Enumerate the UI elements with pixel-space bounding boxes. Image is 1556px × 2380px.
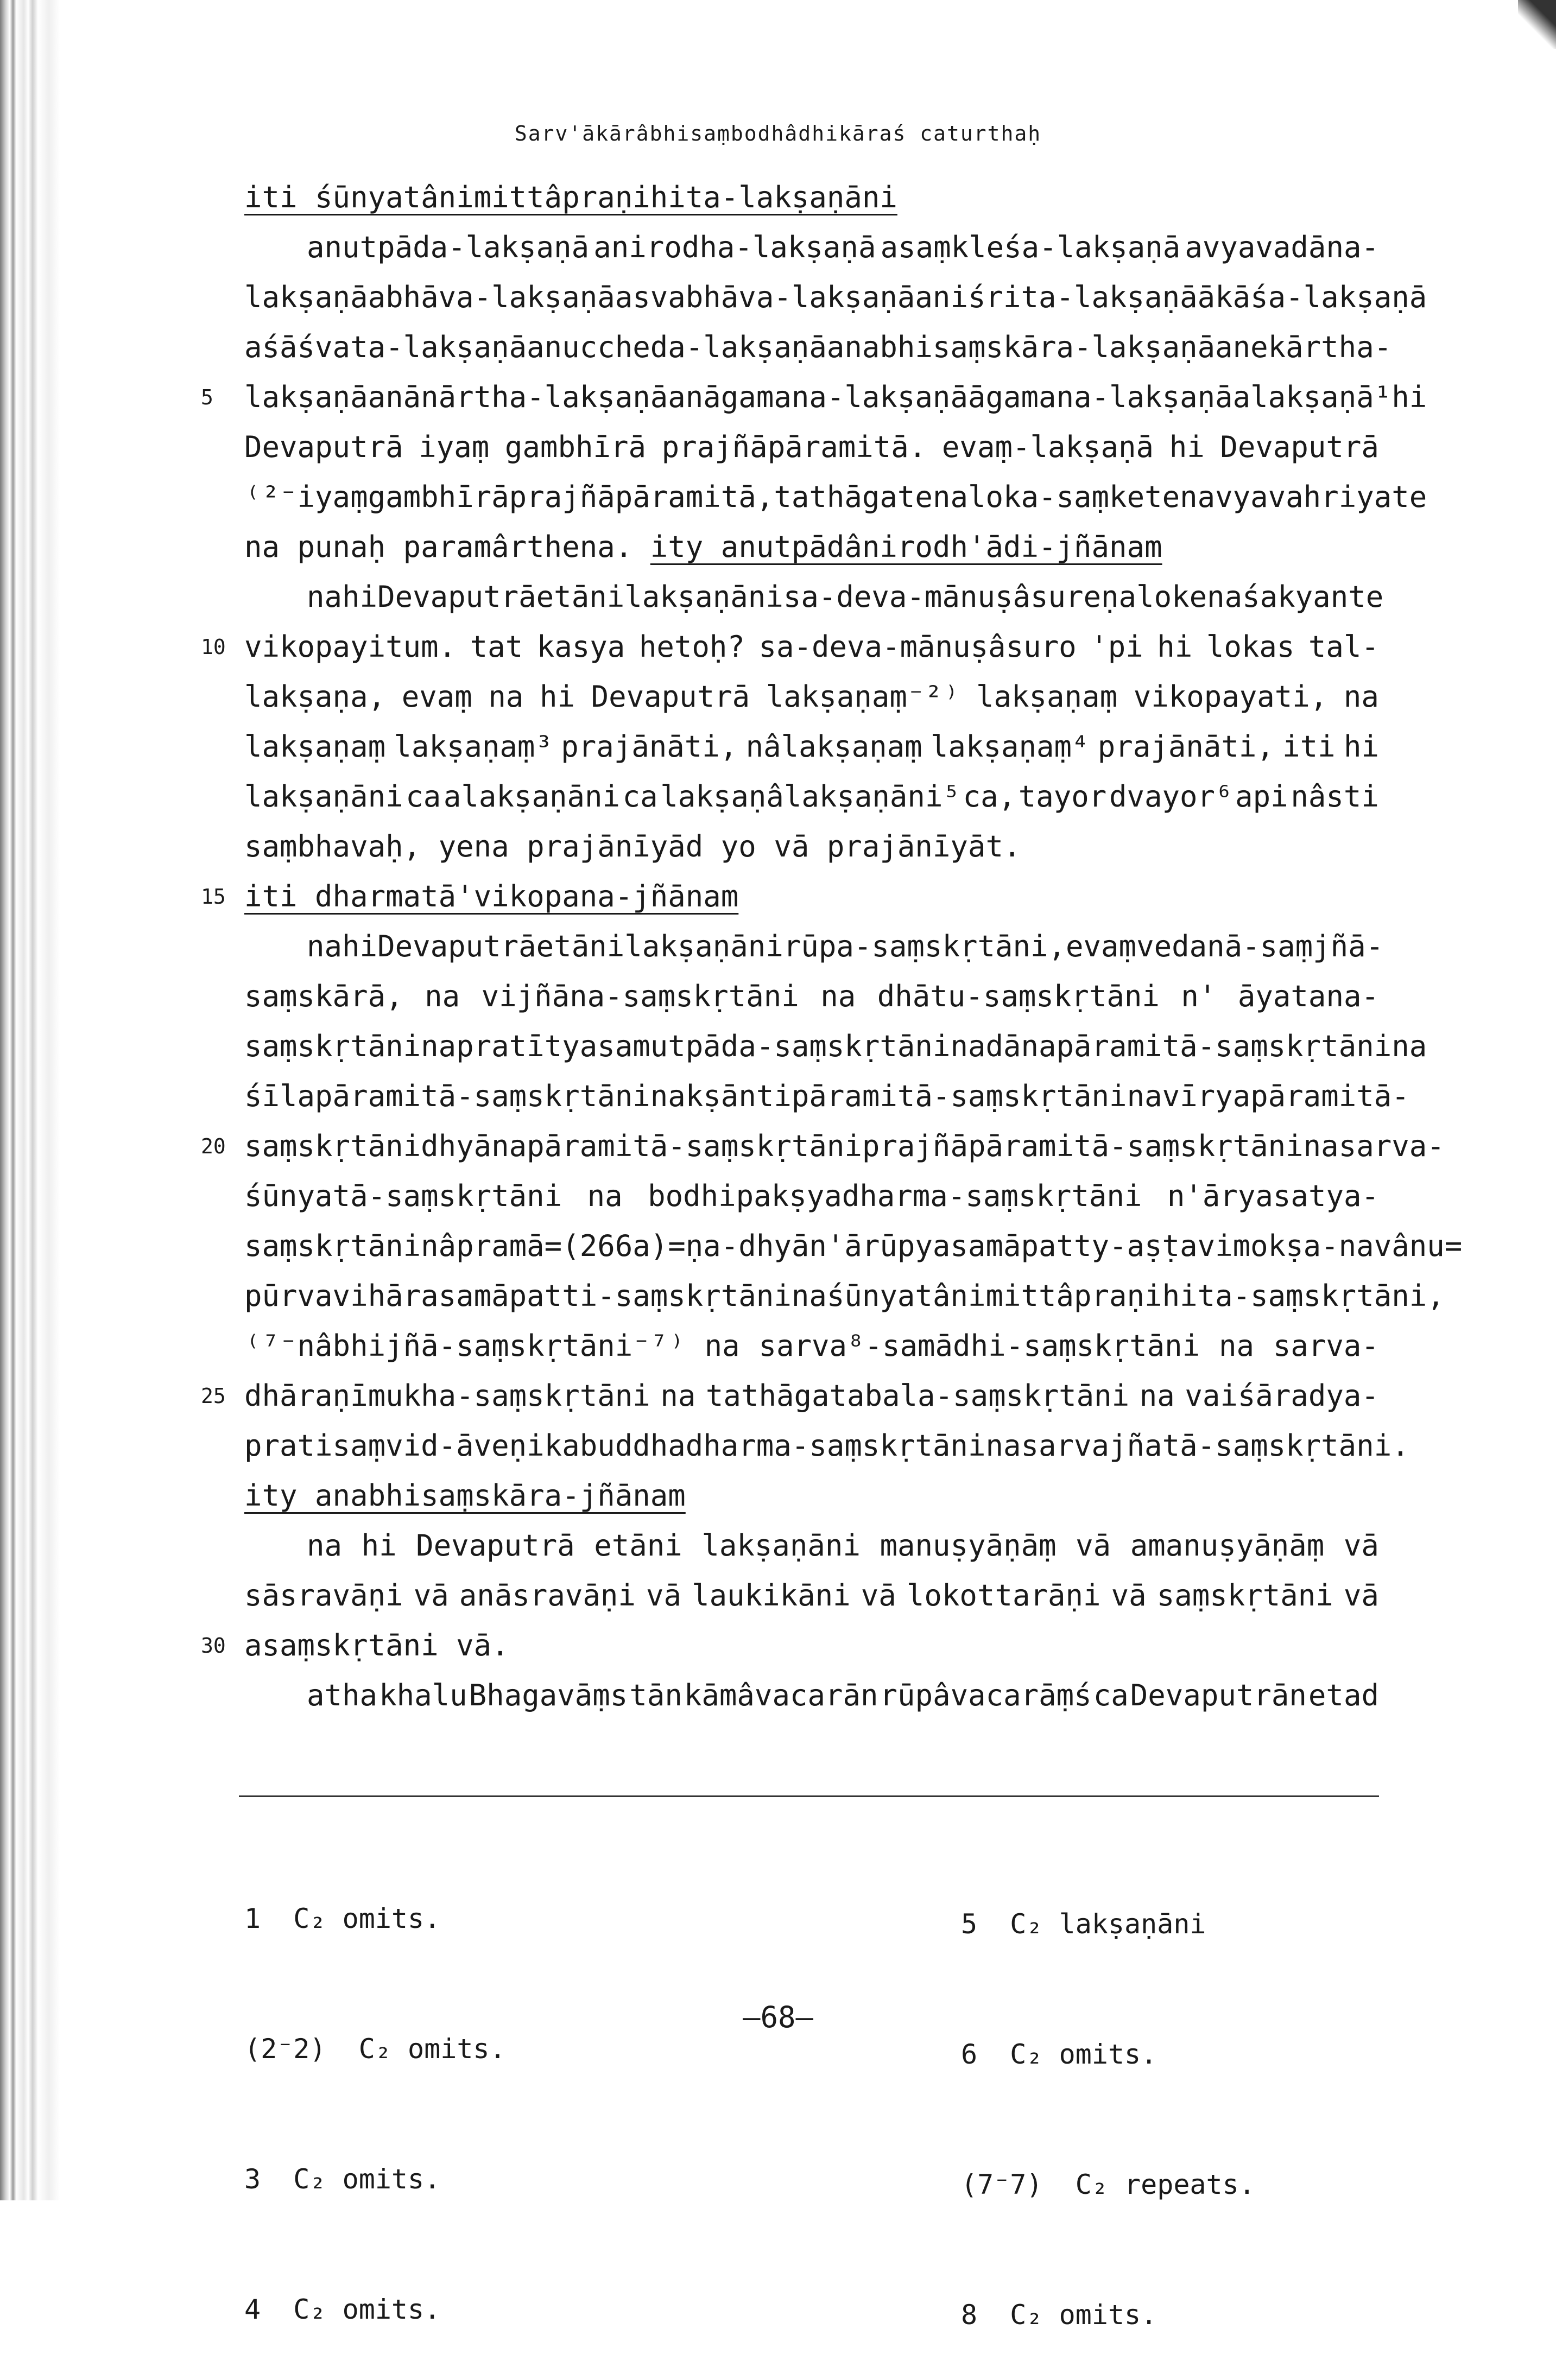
line-number: 25: [201, 1384, 226, 1408]
line-text: aśāśvata-lakṣaṇā anuccheda-lakṣaṇā anabhisaṃskāra-lakṣaṇā anekārtha-: [244, 330, 1392, 364]
line-text: dhāraṇīmukha-saṃskṛtāni na tathāgatabala-saṃskṛtāni na vaiśāradya-: [244, 1379, 1379, 1413]
line-text: sāsravāṇi vā anāsravāṇi vā laukikāni vā lokottarāṇi vā saṃskṛtāni vā: [244, 1578, 1379, 1613]
text-line: [244, 1271, 1445, 1321]
footnote: 5 C₂ lakṣaṇāni: [961, 1908, 1206, 1940]
text-line: [244, 1671, 1379, 1721]
line-number: 15: [201, 885, 226, 909]
text-line: [244, 922, 1384, 972]
line-text: lakṣaṇā anānārtha-lakṣaṇā anāgamana-lakṣaṇā āgamana-lakṣaṇā alakṣaṇā¹ hi: [244, 380, 1427, 414]
text-line: [201, 372, 1427, 422]
page-number: —68—: [742, 2000, 814, 2034]
text-line: [244, 322, 1392, 372]
text-line: [244, 272, 1427, 322]
footnote: 6 C₂ omits.: [961, 2039, 1157, 2070]
text-line: [201, 1121, 1445, 1171]
text-line: [244, 722, 1379, 772]
section-heading: ity anabhisaṃskāra-jñānam: [244, 1478, 686, 1513]
line-text: lakṣaṇāni ca alakṣaṇāni ca lakṣaṇâlakṣaṇāni⁵ ca, tayor dvayor⁶ api nâsti: [244, 779, 1379, 814]
line-text: saṃskṛtāni nâpramā=(266a)=ṇa-dhyān'ārūpyasamāpatty-aṣṭavimokṣa-navânu=: [244, 1229, 1463, 1263]
line-number: 30: [201, 1634, 226, 1658]
text-line: [244, 672, 1379, 722]
line-number: 20: [201, 1134, 226, 1158]
text-line: [244, 223, 1379, 272]
line-text: saṃskṛtāni na pratītyasamutpāda-saṃskṛtāni na dānapāramitā-saṃskṛtāni na: [244, 1029, 1427, 1063]
text-line: [244, 1171, 1379, 1221]
line-text: vikopayitum. tat kasya hetoḥ? sa-deva-mānuṣâsuro 'pi hi lokas tal-: [244, 630, 1379, 664]
line-text: saṃbhavaḥ, yena prajānīyād yo vā prajānīyāt.: [244, 829, 1021, 864]
running-title: Sarv'ākārâbhisaṃbodhâdhikāraś caturthaḥ: [514, 122, 1042, 145]
line-text: lakṣaṇaṃ lakṣaṇaṃ³ prajānāti, nâlakṣaṇaṃ lakṣaṇaṃ⁴ prajānāti, iti hi: [244, 729, 1379, 764]
text-line: [244, 772, 1379, 822]
text-line: [201, 1371, 1379, 1421]
line-text: na hi Devaputrā etāni lakṣaṇāni rūpa-saṃskṛtāni, evaṃ vedanā-saṃjñā-: [307, 929, 1384, 963]
line-number: 10: [201, 635, 226, 659]
text-line: [244, 472, 1427, 522]
footnote: (2⁻2) C₂ omits.: [244, 2033, 506, 2065]
line-text: na hi Devaputrā etāni lakṣaṇāni sa-deva-mānuṣâsureṇa lokena śakyante: [307, 580, 1384, 614]
text-line: [244, 572, 1384, 622]
line-text: pūrvavihārasamāpatti-saṃskṛtāni na śūnyatânimittâpraṇihita-saṃskṛtāni,: [244, 1279, 1445, 1313]
line-text: pratisaṃvid-āveṇikabuddhadharma-saṃskṛtāni na sarvajñatā-saṃskṛtāni.: [244, 1429, 1409, 1463]
line-text: saṃskārā, na vijñāna-saṃskṛtāni na dhātu-saṃskṛtāni n' āyatana-: [244, 979, 1379, 1013]
text-line: [244, 1071, 1409, 1121]
line-text: na punaḥ paramârthena.: [244, 530, 633, 564]
text-line: [201, 872, 1379, 922]
line-text: ⁽⁷⁻nâbhijñā-saṃskṛtāni⁻⁷⁾ na sarva⁸-samādhi-saṃskṛtāni na sarva-: [244, 1329, 1379, 1363]
line-text: lakṣaṇā abhāva-lakṣaṇā asvabhāva-lakṣaṇā aniśrita-lakṣaṇā ākāśa-lakṣaṇā: [244, 280, 1427, 314]
footnote: 1 C₂ omits.: [244, 1903, 441, 1934]
line-text: anutpāda-lakṣaṇā anirodha-lakṣaṇā asaṃkleśa-lakṣaṇā avyavadāna-: [307, 230, 1379, 264]
main-text: [201, 173, 1463, 1721]
footnote: 3 C₂ omits.: [244, 2163, 441, 2195]
footnote: (7⁻7) C₂ repeats.: [961, 2169, 1255, 2200]
text-line: [244, 173, 1379, 223]
text-line: [244, 522, 1379, 572]
scan-binding-edge: [0, 0, 60, 2200]
text-line: [244, 422, 1379, 472]
line-text: Devaputrā iyaṃ gambhīrā prajñāpāramitā. evaṃ-lakṣaṇā hi Devaputrā: [244, 430, 1379, 464]
text-line: [244, 822, 1379, 872]
footnotes-left: [244, 1810, 506, 2375]
text-line: [244, 1521, 1379, 1571]
line-text: asaṃskṛtāni vā.: [244, 1628, 509, 1662]
line-text: śūnyatā-saṃskṛtāni na bodhipakṣyadharma-saṃskṛtāni n'āryasatya-: [244, 1179, 1379, 1213]
text-line: [201, 622, 1379, 672]
text-line: [244, 972, 1379, 1021]
line-text: na hi Devaputrā etāni lakṣaṇāni manuṣyāṇāṃ vā amanuṣyāṇāṃ vā: [307, 1528, 1379, 1563]
line-text: atha khalu Bhagavāṃs tān kāmâvacarān rūpâvacarāṃś ca Devaputrān etad: [307, 1678, 1379, 1712]
line-number: 5: [201, 385, 213, 409]
line-text: lakṣaṇa, evaṃ na hi Devaputrā lakṣaṇaṃ⁻²⁾ lakṣaṇaṃ vikopayati, na: [244, 680, 1379, 714]
text-line: [244, 1471, 1379, 1521]
line-text: śīlapāramitā-saṃskṛtāni na kṣāntipāramitā-saṃskṛtāni na vīryapāramitā-: [244, 1079, 1409, 1113]
text-line: [244, 1571, 1379, 1621]
text-line: [201, 1621, 1379, 1671]
section-heading: ity anutpādânirodh'ādi-jñānam: [650, 530, 1162, 564]
text-line: [244, 1021, 1427, 1071]
footnote: 8 C₂ omits.: [961, 2299, 1157, 2331]
footnotes-right: [961, 1816, 1255, 2380]
scan-corner-mark: [1518, 0, 1556, 49]
text-line: [244, 1421, 1409, 1471]
line-text: saṃskṛtāni dhyānapāramitā-saṃskṛtāni prajñāpāramitā-saṃskṛtāni na sarva-: [244, 1129, 1445, 1163]
section-heading: iti śūnyatânimittâpraṇihita-lakṣaṇāni: [244, 180, 897, 214]
text-line: [244, 1221, 1463, 1271]
footnote: 4 C₂ omits.: [244, 2294, 441, 2325]
footnote-divider: [239, 1795, 1379, 1797]
text-line: [244, 1321, 1379, 1371]
line-text: ⁽²⁻iyaṃ gambhīrā prajñāpāramitā, tathāgatena loka-saṃketena vyavahriyate: [244, 480, 1427, 514]
section-heading: iti dharmatā'vikopana-jñānam: [244, 879, 739, 913]
